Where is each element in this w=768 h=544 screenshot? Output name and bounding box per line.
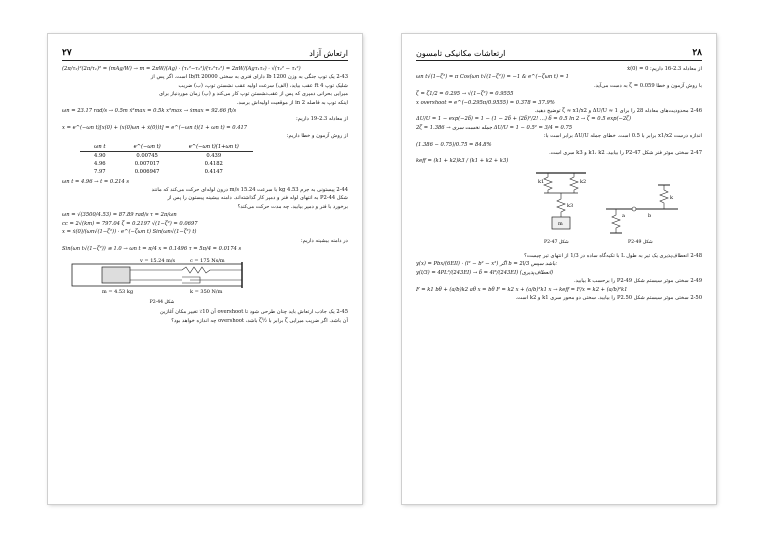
damper-label: c = 175 Ns/m: [190, 258, 225, 265]
left-page-header-title: ارتعاش آزاد: [309, 48, 348, 58]
equation-line: F = k1 bθ + (a/b)k2 aθ x = bθ F = k2 x + (a/b)²k1 x → keff = F/x = k2 + (a/b)²k1: [416, 286, 628, 293]
table-cell: 0.007017: [134, 160, 160, 167]
table-cell: 4.96: [94, 160, 106, 167]
equation-line: y(x) = Pbx/(6EIl) · (l² − b² − x²) اگر b = 2l/3 باشد سپس:: [416, 261, 558, 268]
figure-caption: P2-44 شکل: [149, 300, 175, 306]
spring-label: k = 350 N/m: [190, 289, 223, 296]
mass-label: m = 4.53 kg: [102, 289, 134, 296]
equation-line: (2π/τ₂)²(2π/τ₁)² = (mAg/W) → m = 2πW/(Ag) · (τ₁²−τ₂²)/(τ₁²τ₂²) = 2πW/(Agτ₁τ₂) · √(τ₂² − τ₁²): [62, 66, 301, 72]
text-line: اینکه توپ به فاصله 2 in از موقعیت اولیه‌اش برسد.: [236, 99, 348, 106]
k2-label: k2: [580, 178, 587, 185]
left-page-number: ۲۷: [62, 48, 72, 58]
equation-line: ωn = √(3500/4.53) = 87.89 rad/s τ = 2π/ωn: [62, 212, 177, 219]
text-line: آن باشد. اگر ضریب میرایی ζ برابر با ½ζ باشد، overshoot چه اندازه خواهد بود؟: [171, 317, 348, 324]
equation-line: x = ẋ(0)/(ωn√(1−ζ²)) · e^(−ζωn t) Sin(ωn√(1−ζ²) t): [62, 229, 197, 236]
right-page-header-title: ارتعاشات مکانیکی تامسون: [416, 48, 506, 58]
equation-line: Sin(ωn t√(1−ζ²)) ≅ 1.0 → ωn t = π/4 x = 0.1496 τ = 5π/4 = 0.0174 s: [62, 245, 242, 252]
table-cell: 7.97: [94, 168, 106, 175]
text-line: شکل P2-44 به انتهای لوله فنر و دمپر کار گذاشته‌اند. دامنه بیشینه پیستون را پس از: [167, 195, 348, 202]
equation-line: x = e^(−ωn t)[x(0) + (x(0)ωn + ẋ(0))t] = e^(−ωn t)(1 + ωn t) = 0.417: [62, 124, 248, 131]
text-line: 2-44 پیستونی به جرم 4.53 kg با سرعت 15.24 m/s درون لوله‌ای حرکت می‌کند که مانند: [151, 187, 348, 194]
velocity-label: v = 15.24 m/s: [140, 258, 176, 265]
right-page-header: [416, 48, 702, 61]
left-top-text: [62, 65, 348, 141]
k1-label: k1: [538, 178, 545, 185]
equation-line: ωn = 23.17 rad/s → 0.5m ẋ²max = 0.5k x²max → ẋmax = 92.66 ft/s: [62, 108, 237, 115]
equation-line: (1.386 − 0.75)/0.75 = 84.8%: [416, 141, 492, 148]
figures-p2-47-p2-49: [416, 169, 702, 249]
table-row: [80, 151, 253, 160]
table-cell: 0.006947: [134, 168, 160, 175]
left-mid-text: [62, 178, 348, 254]
trial-error-table: [80, 143, 253, 176]
text-line: از معادله 2.3-19 داریم:: [296, 116, 348, 123]
table-cell: 0.4147: [204, 168, 223, 175]
text-line: از معادله 2.3-16 داریم: ẋ(0) = 0: [627, 66, 702, 72]
text-line: 2-47 سختی موثر فنر شکل P2-47 را بیابید. k1، k2 و k3 سری است.: [549, 150, 702, 157]
equation-line: 2ζ = 1.386 → جمله نخست سری ΔU/U = 1 − 0.5² = 3/4 = 0.75: [416, 124, 573, 131]
text-line: 2-50 سختی موثر سیستم شکل P2.50 را بیابید. سختی دو محور سری k1 و k2 است.: [515, 294, 702, 301]
caption-p2-47: P2-47 شکل: [544, 239, 569, 245]
text-line: 2-46 محدودیت‌های معادله 28 را برای 1 ≈ ΔU/U و ζ ≈ x1/x2 توضیح دهید.: [534, 108, 702, 115]
right-page: [402, 34, 716, 504]
caption-p2-49: P2-49 شکل: [628, 239, 653, 245]
text-line: برخورد با فنر و دمپر بیابید. چه مدت حرکت می‌کند؟: [237, 203, 348, 210]
length-a-label: a: [622, 212, 625, 219]
spring-systems-diagram: [416, 169, 696, 249]
equation-line: ωn t√(1−ζ²) = π Cos(ωn t√(1−ζ²)) = −1 & e^(−ζωn t) = 1: [416, 74, 569, 81]
table-header: e^(−ωn t): [120, 143, 175, 152]
left-page: [48, 34, 362, 504]
k-label: k: [670, 194, 674, 201]
table-row: [80, 168, 253, 176]
right-top-text: [416, 65, 702, 166]
table-cell: 0.4182: [204, 160, 223, 167]
table-cell: 4.90: [94, 152, 106, 159]
length-b-label: b: [648, 212, 652, 219]
right-bottom-text: [416, 252, 702, 302]
left-page-header: [62, 48, 348, 61]
table-cell: 0.439: [206, 152, 222, 159]
text-line: میرایی بحرانی دمپری که پس از عقب‌نشستن توپ کار می‌کند و (پ) زمان موردنیاز برای: [159, 91, 348, 98]
text-line: 2-49 سختی موثر سیستم شکل P2-49 را برحسب k بیابید.: [573, 278, 702, 285]
k3-label: k3: [567, 202, 574, 209]
equation-line: cc = 2√(km) = 797.04 ζ = 0.2197 √(1−ζ²) = 0.0697: [62, 220, 198, 227]
table-header: e^(−ωn t)(1+ωn t): [175, 143, 253, 152]
text-line: 2-45 یک جاذب ارتعاش باید چنان طرحی شود تا overshoot آن 10٪ تغییر مکان آغازین: [159, 309, 348, 316]
figure-p2-44: [62, 256, 348, 305]
table-cell: 0.00745: [136, 152, 158, 159]
text-line: با روش آزمون و خطا 0.059 = ζ به دست می‌آید.: [594, 82, 702, 89]
mass-label: m: [558, 220, 563, 227]
text-line: 2-48 انعطاف‌پذیری یک تیر به طول L با تکیه‌گاه ساده در 1/3 از انتهای تیر چیست؟: [524, 252, 702, 259]
text-line: شلیک توپ 4 ft عقب بیاید، (الف) سرعت اولیه عقب نشستن توپ، (ب) ضریب: [178, 82, 348, 89]
text-line: از روش آزمون و خطا داریم:: [286, 133, 348, 140]
text-line: 2-43 یک توپ جنگی به وزن 1200 lb دارای فنری به سختی 20000 lb/ft است. اگر پس از: [150, 74, 348, 81]
piston-tube-diagram: [62, 256, 262, 300]
equation-line: keff = (k1 + k2)k3 / (k1 + k2 + k3): [416, 158, 509, 165]
text-line: در دامنه بیشینه داریم:: [300, 237, 348, 244]
equation-line: y(l/3) = 4PL³/(243EI) → δ = 4l³/(243EI) (انعطاف‌پذیری): [416, 269, 554, 276]
equation-line: ΔU/U = 1 − exp(−2δ) = 1 − (1 − 2δ + (2δ)²/2! ...) δ = 0.5 ln 2 → ζ = 0.5 exp(−2ζ): [416, 116, 631, 123]
text-line: اندازه درست x1/x2 برابر با 0.5 است. خطای جمله ΔU/U برابر است با:: [543, 133, 702, 140]
right-page-number: ۲۸: [692, 48, 702, 58]
equation-line: x overshoot = e^(−0.295π/0.9555) = 0.378 = 37.9%: [416, 99, 555, 106]
table-header: ωn t: [80, 143, 120, 152]
equation-line: ωn t = 4.96 → t = 0.214 s: [62, 178, 130, 185]
equation-line: ζ = ζ1/2 = 0.295 → √(1−ζ²) = 0.9555: [416, 91, 514, 98]
table-row: [80, 160, 253, 168]
left-bottom-text: [62, 308, 348, 325]
